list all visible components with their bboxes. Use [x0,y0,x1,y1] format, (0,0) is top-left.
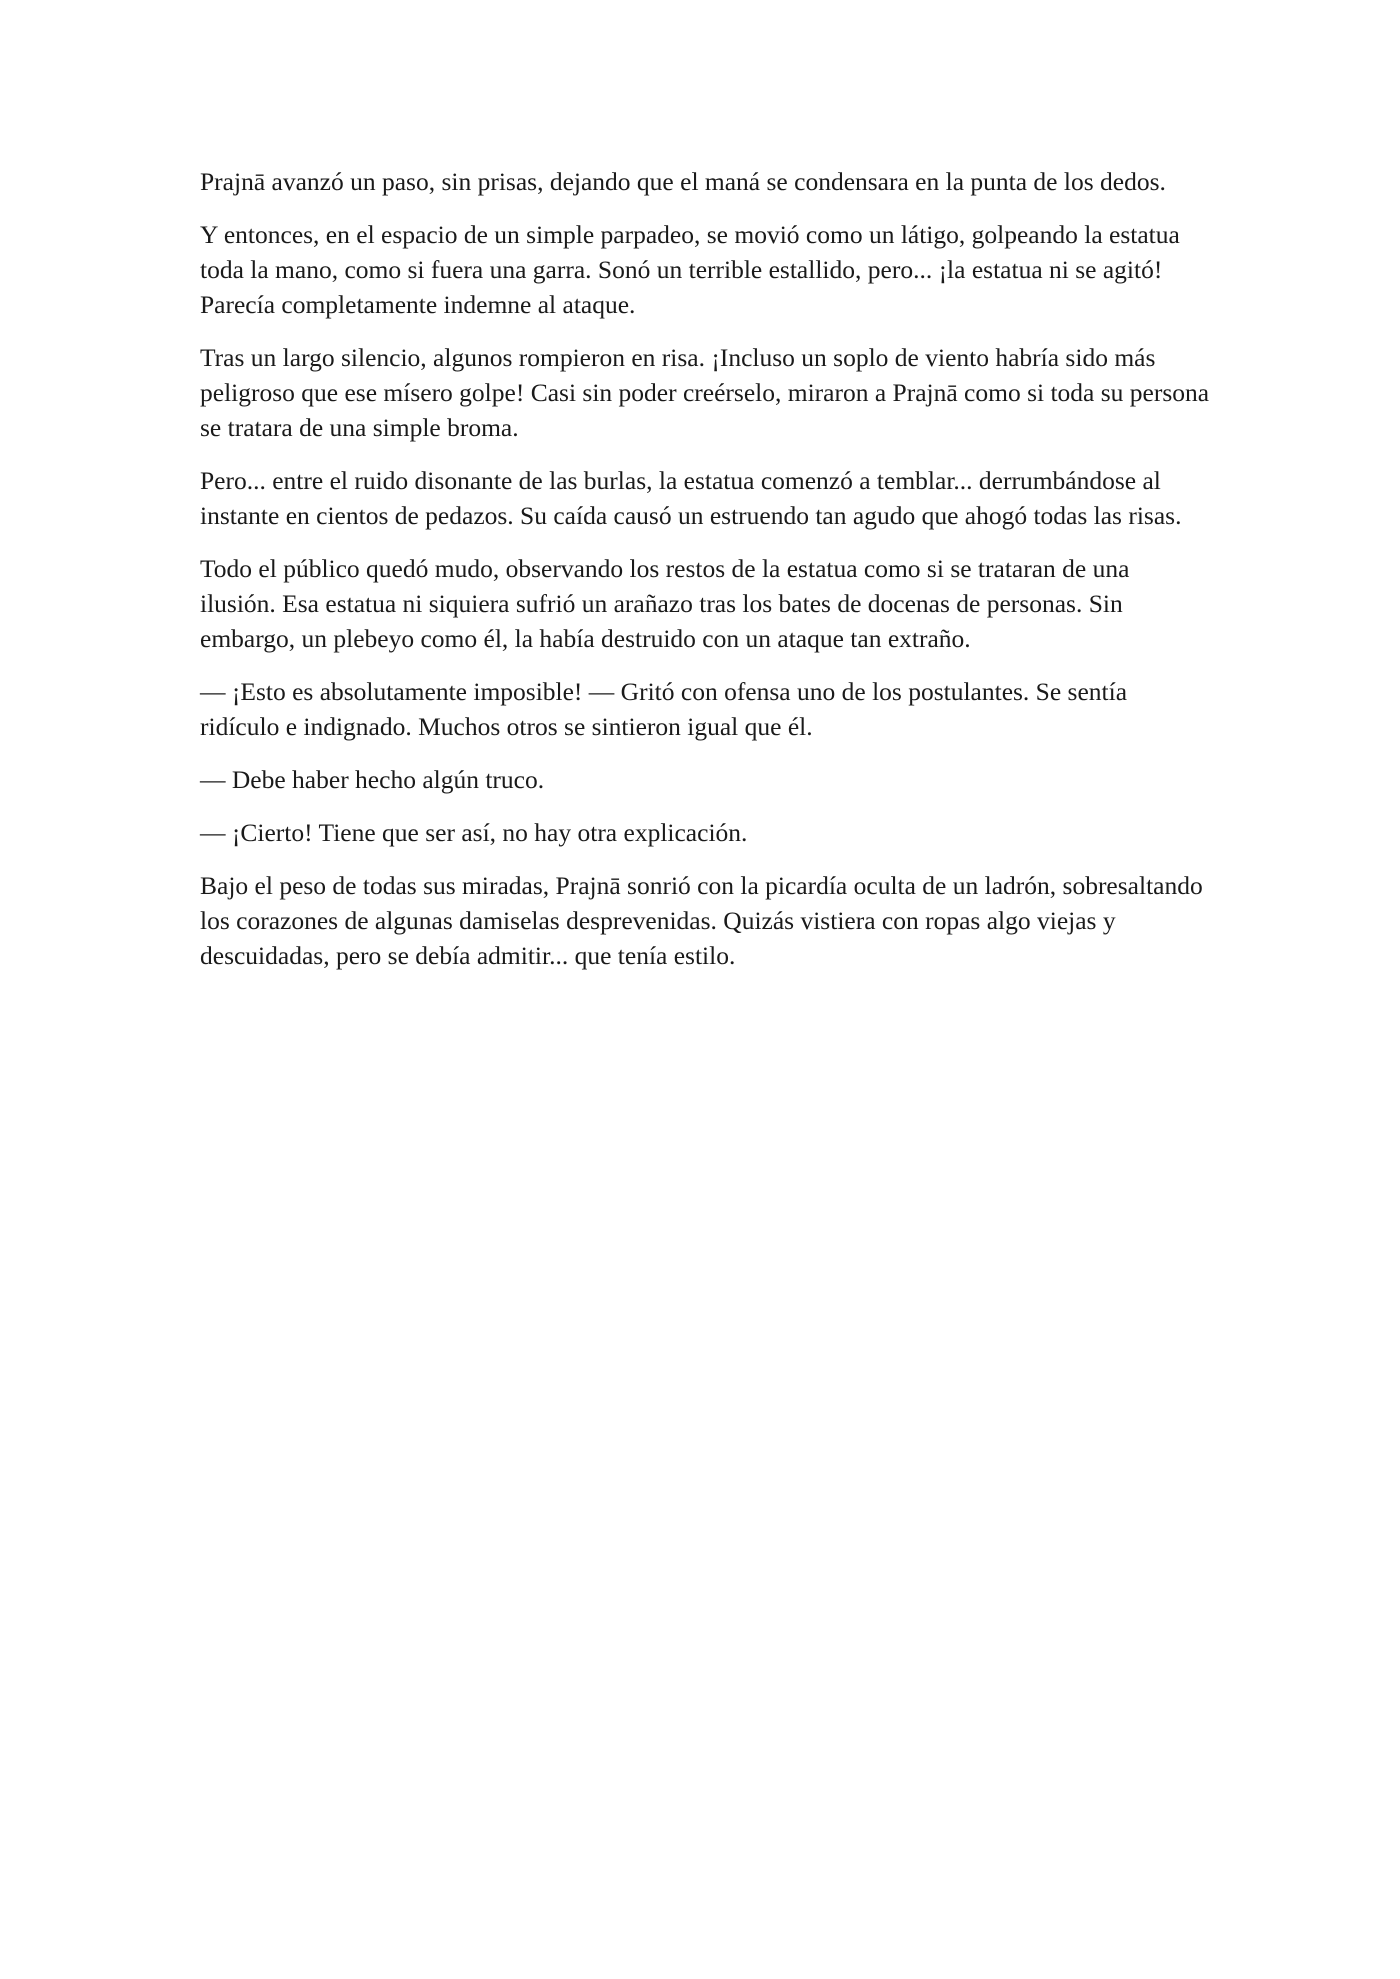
dialogue-line: — ¡Cierto! Tiene que ser así, no hay otra explicación. [200,818,748,847]
paragraph: Todo el público quedó mudo, observando los restos de la estatua como si se trataran de una ilusión. Esa estatua ni siquiera sufrió un arañazo tras los bates de docenas de personas. Sin embargo, un plebeyo como él, la había destruido con un ataque tan extraño. [200,554,1130,653]
paragraph: Pero... entre el ruido disonante de las burlas, la estatua comenzó a temblar... derrumbándose al instante en cientos de pedazos. Su caída causó un estruendo tan agudo que ahogó todas las risas. [200,466,1182,530]
paragraph: Bajo el peso de todas sus miradas, Prajnā sonrió con la picardía oculta de un ladrón, sobresaltando los corazones de algunas damiselas desprevenidas. Quizás vistiera con ropas algo viejas y descuidadas, pero se debía admitir... que tenía estilo. [200,871,1203,970]
dialogue-line: — Debe haber hecho algún truco. [200,765,545,794]
dialogue-line: — ¡Esto es absolutamente imposible! — Gritó con ofensa uno de los postulantes. Se sentía ridículo e indignado. Muchos otros se sintieron igual que él. [200,677,1128,741]
paragraph: Prajnā avanzó un paso, sin prisas, dejando que el maná se condensara en la punta de los dedos. [200,167,1166,196]
paragraph: Y entonces, en el espacio de un simple parpadeo, se movió como un látigo, golpeando la estatua toda la mano, como si fuera una garra. Sonó un terrible estallido, pero... ¡la estatua ni se agitó! Parecía completamente indemne al ataque. [200,220,1180,319]
document-body [200,164,1210,991]
paragraph: Tras un largo silencio, algunos rompieron en risa. ¡Incluso un soplo de viento habría sido más peligroso que ese mísero golpe! Casi sin poder creérselo, miraron a Prajnā como si toda su persona se tratara de una simple broma. [200,343,1210,442]
